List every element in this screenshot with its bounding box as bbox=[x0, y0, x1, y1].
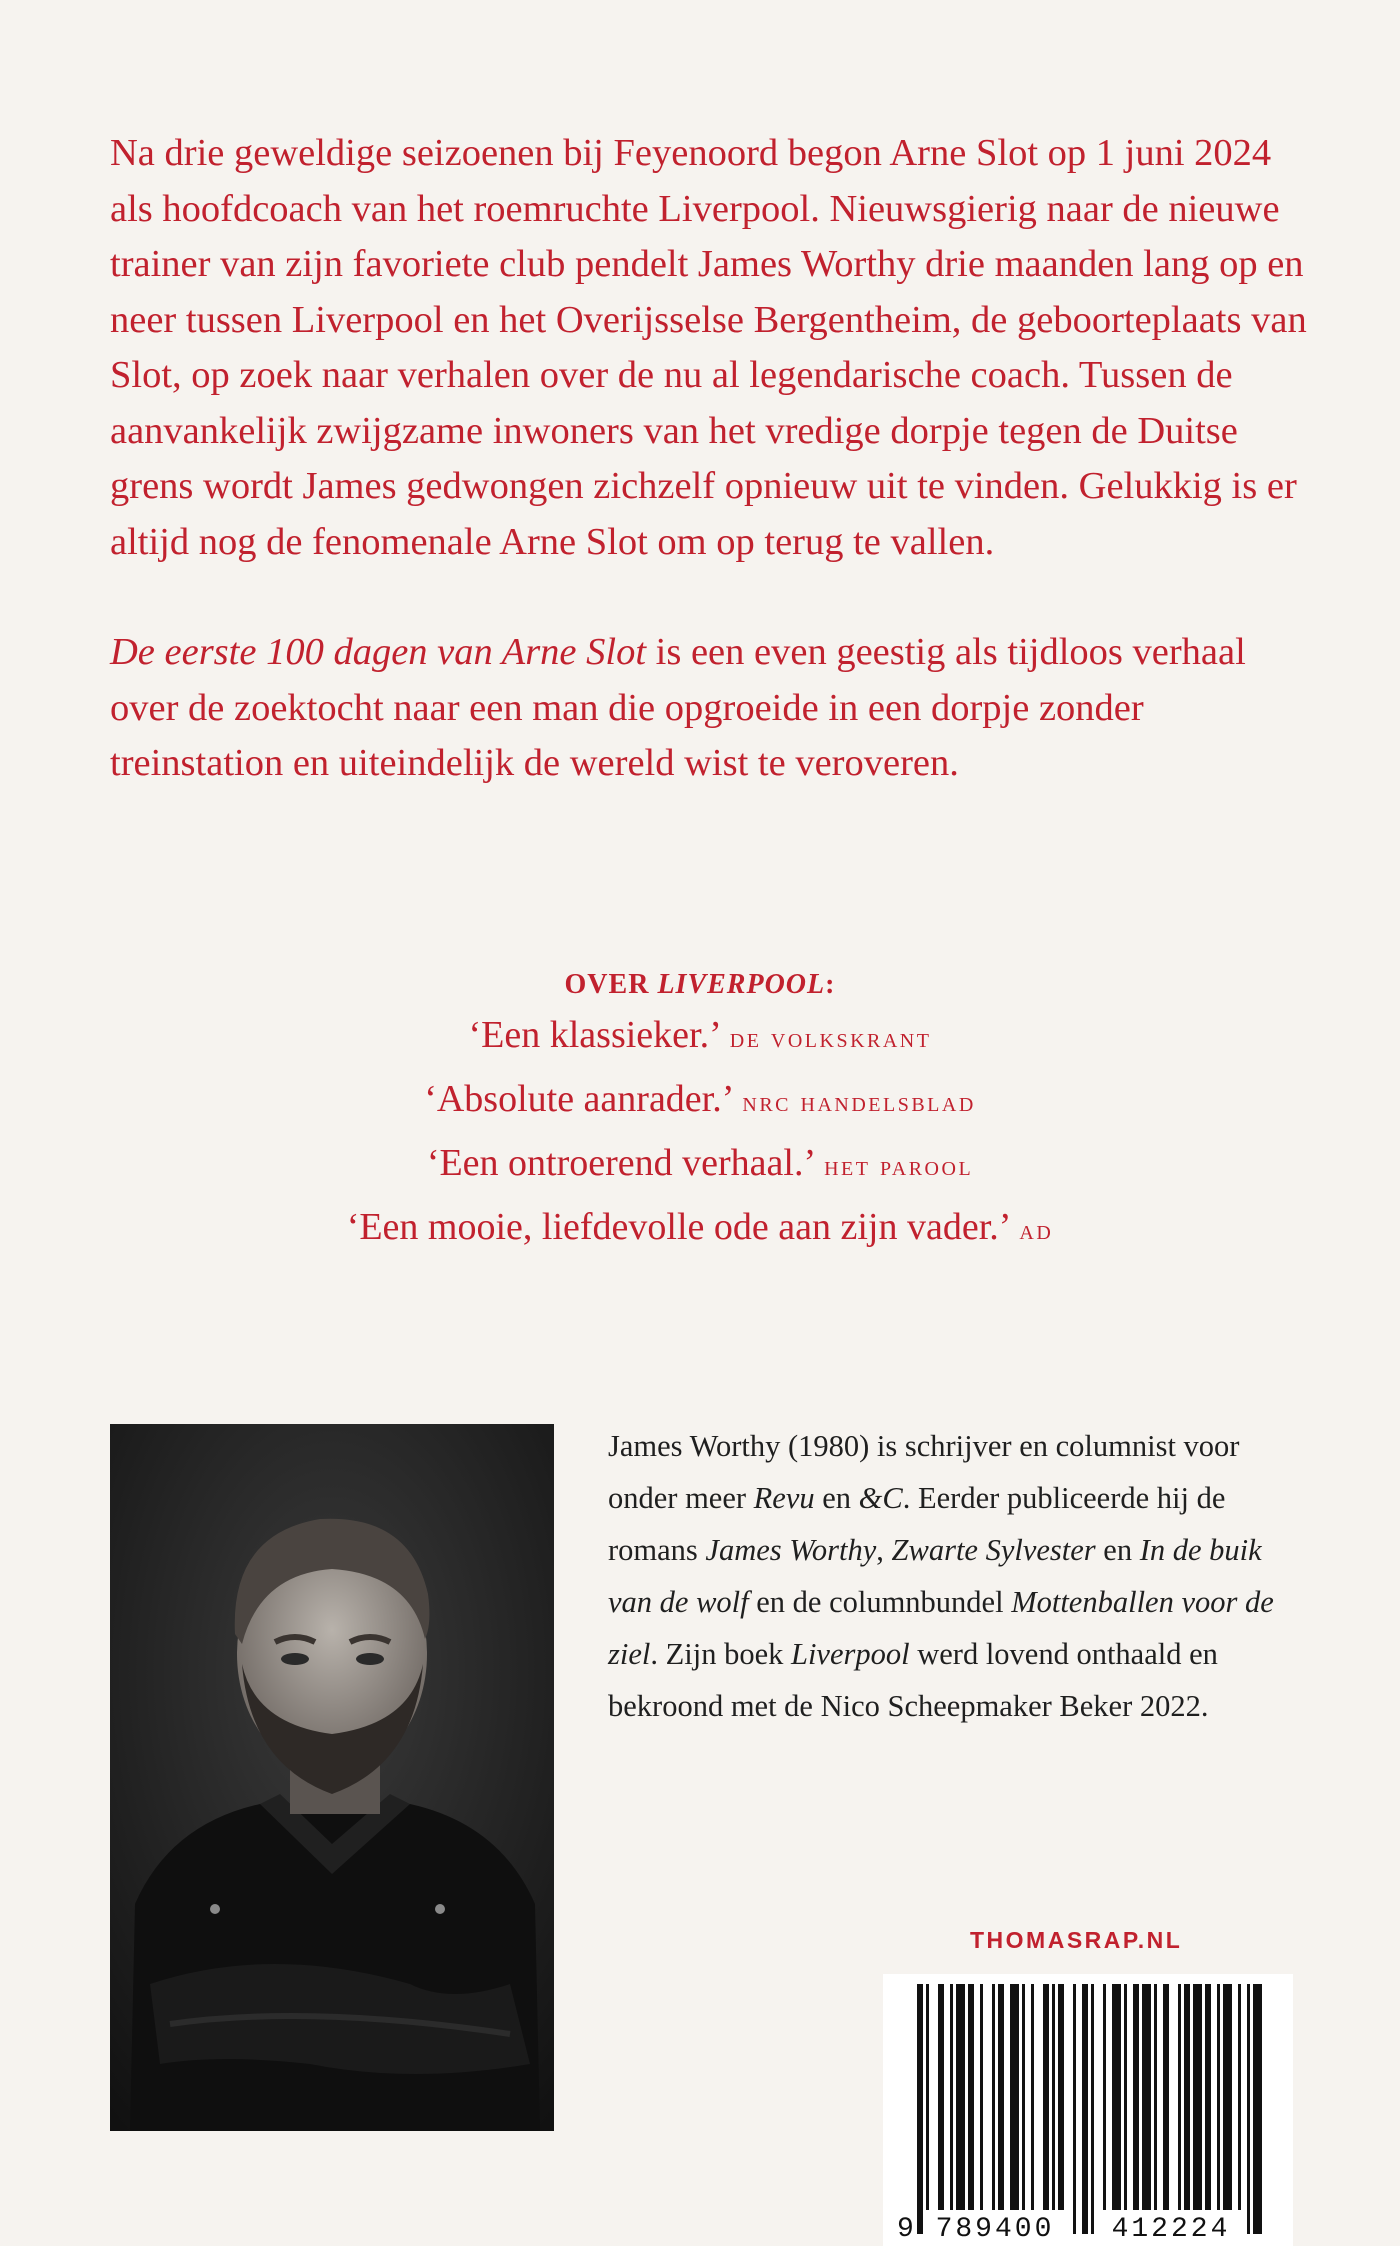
blurb-paragraph-2-text: is een even geestig als tijdloos verhaal over de zoektocht naar een man die opgroeide in een dorpje zonder treinstation en uiteindelijk de wereld wist te veroveren. bbox=[110, 631, 1246, 784]
book-title: De eerste 100 dagen van Arne Slot bbox=[110, 631, 647, 673]
barcode-bar bbox=[1052, 1984, 1055, 2234]
barcode-bar bbox=[1247, 1984, 1250, 2234]
blurb-paragraph-1: Na drie geweldige seizoenen bij Feyenoord begon Arne Slot op 1 juni 2024 als hoofdcoach van het roemruchte Liverpool. Nieuwsgierig naar de nieuwe trainer van zijn favoriete club pendelt James Worthy drie maanden lang op en neer tussen Liverpool en het Overijsselse Bergentheim, de geboorteplaats van Slot, op zoek naar verhalen over de nu al legendarische coach. Tussen de aanvankelijk zwijgzame inwoners van het vredige dorpje tegen de Duitse grens wordt James gedwongen zichzelf opnieuw uit te vinden. Gelukkig is er altijd nog de fenomenale Arne Slot om op terug te vallen. bbox=[110, 132, 1307, 563]
praise-quote: ‘Een ontroerend verhaal.’ het parool bbox=[426, 1142, 974, 1184]
barcode-bar bbox=[938, 1984, 944, 2234]
barcode-bar bbox=[1178, 1984, 1181, 2234]
barcode-bar bbox=[968, 1984, 974, 2234]
barcode-digit-first: 9 bbox=[897, 2214, 914, 2245]
barcode-bar bbox=[1082, 1984, 1088, 2234]
author-bio: James Worthy (1980) is schrijver en columnist voor onder meer Revu en &C. Eerder publiceerde hij de romans James Worthy, Zwarte Sylvester en In de buik van de wolf en de columnbundel Mottenballen voor de ziel. Zijn boek Liverpool werd lovend onthaald en bekroond met de Nico Scheepmaker Beker 2022. bbox=[608, 1429, 1274, 1723]
quote-source: het parool bbox=[824, 1151, 974, 1182]
barcode-bar bbox=[1103, 1984, 1106, 2234]
quote-source: nrc handelsblad bbox=[742, 1087, 976, 1118]
back-cover-blurb bbox=[110, 126, 1310, 792]
author-portrait-icon bbox=[110, 1424, 554, 2131]
barcode-bar bbox=[950, 1984, 953, 2234]
barcode-bar bbox=[1193, 1984, 1202, 2234]
praise-quote: ‘Een mooie, liefdevolle ode aan zijn vader.’ ad bbox=[346, 1206, 1054, 1248]
barcode-bar bbox=[1205, 1984, 1211, 2234]
quote-source: ad bbox=[1019, 1215, 1054, 1246]
barcode-bar bbox=[1142, 1984, 1151, 2234]
praise-section bbox=[0, 965, 1400, 1261]
barcode-bar bbox=[1031, 1984, 1034, 2234]
barcode-bar bbox=[1154, 1984, 1157, 2234]
barcode-digits-left: 789400 bbox=[935, 2214, 1055, 2245]
barcode-bar bbox=[992, 1984, 995, 2234]
quote-source: de volkskrant bbox=[729, 1023, 932, 1054]
blurb-paragraph-2 bbox=[110, 625, 1310, 792]
praise-quote: ‘Absolute aanrader.’ nrc handelsblad bbox=[424, 1078, 976, 1120]
barcode-bar bbox=[926, 1984, 929, 2234]
barcode-bar bbox=[1163, 1984, 1169, 2234]
barcode-bar bbox=[956, 1984, 965, 2234]
barcode-bar bbox=[1124, 1984, 1127, 2234]
publisher-website[interactable]: THOMASRAP.NL bbox=[970, 1927, 1183, 1953]
barcode-bar bbox=[1058, 1984, 1064, 2234]
isbn-barcode bbox=[883, 1974, 1293, 2246]
barcode-bar bbox=[1112, 1984, 1121, 2234]
author-photo bbox=[110, 1424, 554, 2131]
barcode-digits-right: 412224 bbox=[1111, 2214, 1231, 2245]
barcode-bar bbox=[1010, 1984, 1019, 2234]
barcode-bar bbox=[1217, 1984, 1220, 2234]
praise-heading: OVER LIVERPOOL: bbox=[564, 969, 836, 1000]
barcode-bar bbox=[1223, 1984, 1232, 2234]
barcode-bar bbox=[998, 1984, 1004, 2234]
barcode-bar bbox=[1091, 1984, 1094, 2234]
barcode-bar bbox=[1133, 1984, 1139, 2234]
barcode-bar bbox=[1043, 1984, 1049, 2234]
barcode-bar bbox=[1184, 1984, 1190, 2234]
barcode-bar bbox=[917, 1984, 923, 2234]
barcode-bar bbox=[980, 1984, 983, 2234]
barcode-bar bbox=[1238, 1984, 1241, 2234]
praise-quote: ‘Een klassieker.’ de volkskrant bbox=[468, 1014, 932, 1056]
barcode-icon bbox=[883, 1974, 1293, 2246]
barcode-bar bbox=[1253, 1984, 1262, 2234]
barcode-bar bbox=[1022, 1984, 1025, 2234]
barcode-bar bbox=[1073, 1984, 1076, 2234]
